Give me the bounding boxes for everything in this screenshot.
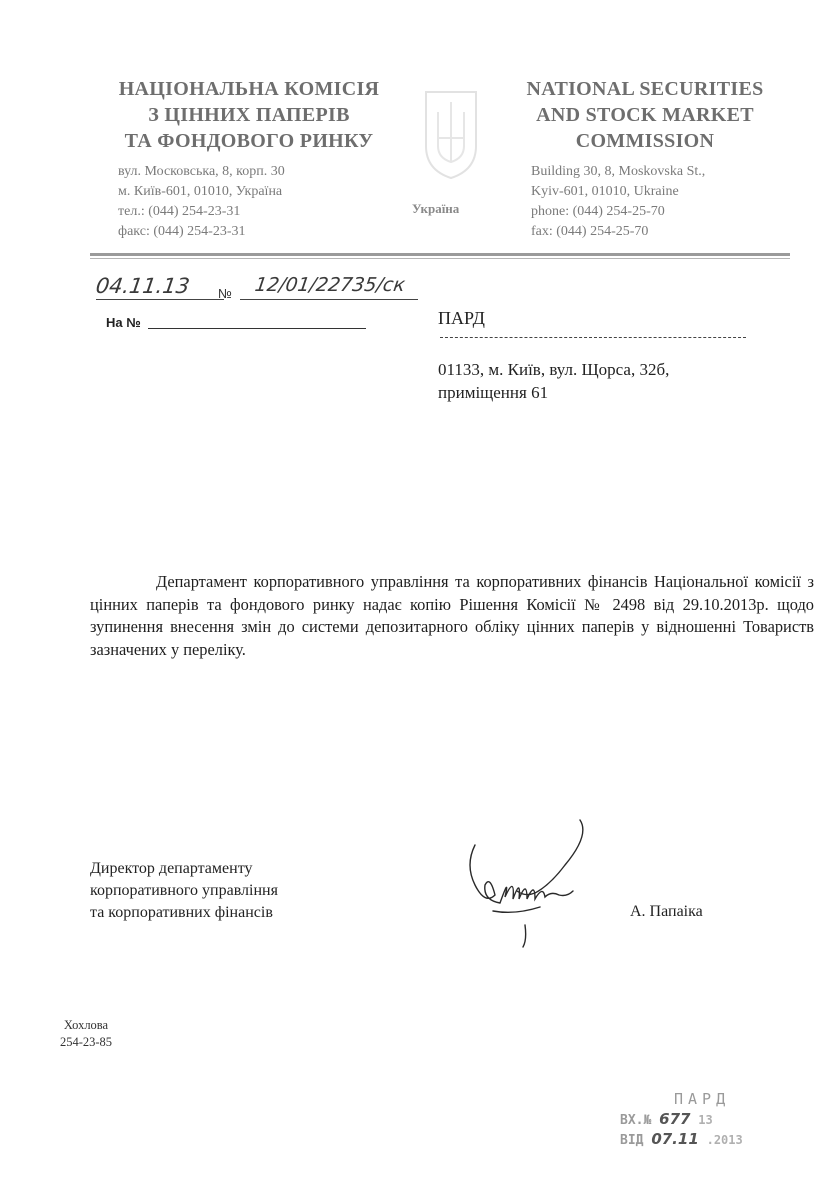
en-contact-line: fax: (044) 254-25-70 bbox=[531, 224, 649, 239]
handwritten-signature bbox=[455, 815, 595, 950]
stamp-in-suffix: 13 bbox=[698, 1113, 713, 1127]
stamp-incoming-number bbox=[620, 1110, 713, 1128]
addressee-name: ПАРД bbox=[438, 308, 485, 328]
address-line: 01133, м. Київ, вул. Щорса, 32б, bbox=[438, 360, 670, 379]
ua-title-line: НАЦІОНАЛЬНА КОМІСІЯ bbox=[118, 78, 380, 100]
en-title-line: NATIONAL SECURITIES bbox=[526, 78, 764, 100]
ua-contact-line: м. Київ-601, 01010, Україна bbox=[118, 184, 283, 199]
ua-contact-line: факс: (044) 254-23-31 bbox=[118, 224, 246, 239]
en-title-line: COMMISSION bbox=[575, 130, 715, 152]
letterhead-ua-contact bbox=[118, 162, 285, 242]
signatory-title bbox=[90, 858, 390, 924]
ua-title-line: З ЦІННИХ ПАПЕРІВ bbox=[148, 104, 350, 126]
letterhead-divider bbox=[90, 253, 790, 256]
letterhead-ua-title bbox=[96, 76, 402, 154]
number-label: № bbox=[218, 286, 232, 301]
stamp-from-date: 07.11 bbox=[651, 1130, 699, 1148]
coat-of-arms-icon bbox=[420, 88, 482, 180]
ua-contact-line: тел.: (044) 254-23-31 bbox=[118, 204, 241, 219]
executor-phone: 254-23-85 bbox=[59, 1035, 113, 1049]
ua-contact-line: вул. Московська, 8, корп. 30 bbox=[118, 164, 285, 179]
signatory-title-line: та корпоративних фінансів bbox=[90, 904, 273, 921]
letter-body: Департамент корпоративного управління та корпоративних фінансів Національної комісії з цінних паперів та фондового ринку надає копію Рішення Комісії № 2498 від 29.10.2013р. щодо зупинення внесення змін до системи депозитарного обліку цінних паперів у відношенні Товариств зазначених у переліку. bbox=[90, 572, 814, 659]
en-contact-line: Kyiv-601, 01010, Ukraine bbox=[531, 184, 679, 199]
executor-name: Хохлова bbox=[63, 1018, 109, 1032]
signatory-name: А. Папаіка bbox=[630, 903, 703, 920]
number-underline bbox=[240, 299, 418, 300]
stamp-org: ПАРД bbox=[674, 1090, 731, 1108]
stamp-from-suffix: .2013 bbox=[706, 1133, 743, 1147]
executor-info bbox=[46, 1017, 126, 1051]
en-title-line: AND STOCK MARKET bbox=[536, 104, 754, 126]
date-underline bbox=[96, 299, 224, 300]
outgoing-number: 12/01/22735/ск bbox=[253, 274, 407, 296]
addressee-address bbox=[438, 358, 758, 404]
stamp-date bbox=[620, 1130, 743, 1148]
signatory-title-line: корпоративного управління bbox=[90, 882, 278, 899]
letterhead-en-contact bbox=[531, 162, 705, 242]
outgoing-date: 04.11.13 bbox=[94, 274, 192, 298]
addressee-divider bbox=[440, 337, 746, 338]
en-contact-line: Building 30, 8, Moskovska St., bbox=[531, 164, 706, 179]
incoming-stamp bbox=[612, 1090, 792, 1160]
letterhead-en-title bbox=[500, 76, 790, 154]
en-contact-line: phone: (044) 254-25-70 bbox=[531, 204, 665, 219]
stamp-from-label: ВІД bbox=[620, 1133, 644, 1148]
in-reply-label: На № bbox=[106, 315, 141, 330]
stamp-in-label: ВХ.№ bbox=[620, 1113, 652, 1128]
address-line: приміщення 61 bbox=[438, 383, 549, 402]
letterhead-divider-thin bbox=[90, 258, 790, 259]
ua-title-line: ТА ФОНДОВОГО РИНКУ bbox=[124, 130, 374, 152]
in-reply-underline bbox=[148, 328, 366, 329]
letterhead-country: Україна bbox=[412, 201, 460, 216]
stamp-in-number: 677 bbox=[659, 1110, 691, 1128]
signatory-title-line: Директор департаменту bbox=[90, 860, 253, 877]
